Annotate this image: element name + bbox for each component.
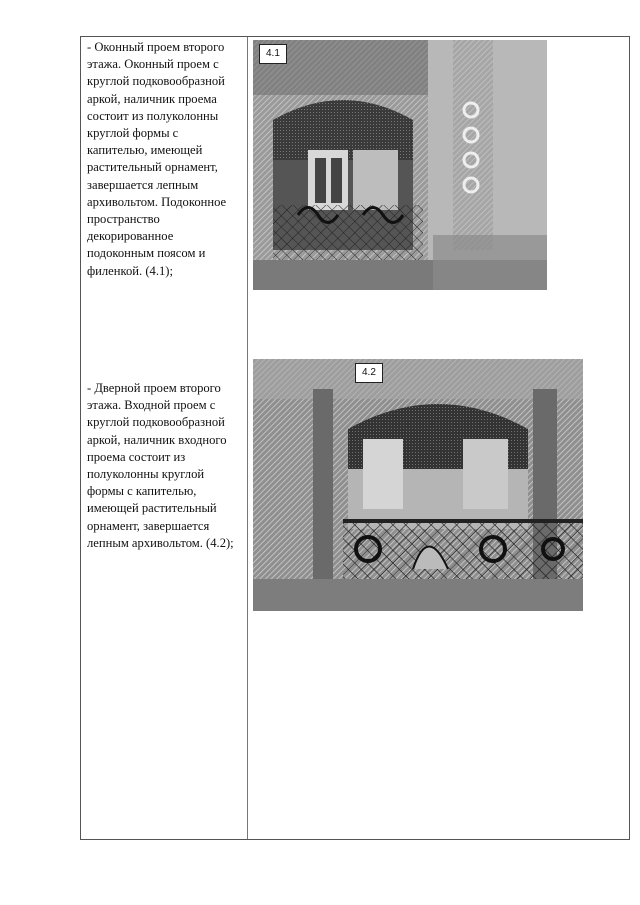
window-photo-illustration xyxy=(253,40,547,290)
photo-door-4-2 xyxy=(253,359,583,611)
description-text-window: - Оконный проем второго этажа. Оконный проем с круглой подковообразной аркой, наличник проема состоит из полуколонны круглой формы с капителью, имеющей растительный орнамент, завершается лепным архивольтом. Подоконное пространство декорированное подоконным поясом и филенкой. (4.1); xyxy=(87,40,227,278)
photo-label-4-2: 4.2 xyxy=(355,363,383,383)
column-divider xyxy=(247,37,248,839)
photo-window-4-1 xyxy=(253,40,547,290)
description-text-door: - Дверной проем второго этажа. Входной проем с круглой подковообразной аркой, наличник входного проема состоит из полуколонны круглой формы с капителью, имеющей растительный орнамент, завершается лепным архивольтом. (4.2); xyxy=(87,381,234,550)
description-table xyxy=(80,36,630,840)
door-photo-illustration xyxy=(253,359,583,611)
photo-label-4-1: 4.1 xyxy=(259,44,287,64)
